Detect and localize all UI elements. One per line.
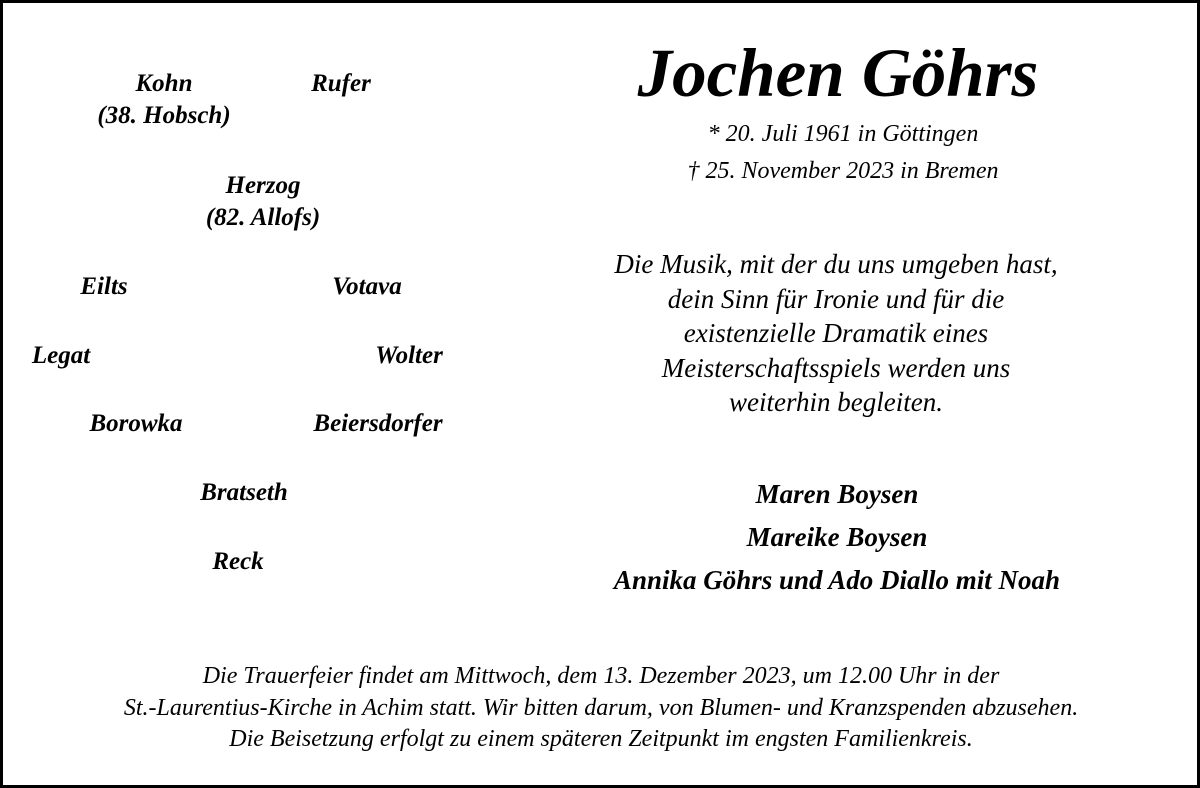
quote-line: Meisterschaftsspiels werden uns [661, 352, 1011, 383]
player-bratseth: Bratseth [200, 479, 288, 506]
deceased-name: Jochen Göhrs [637, 35, 1039, 111]
player-herzog-substitute: (82. Allofs) [205, 204, 321, 231]
mourner-name: Mareike Boysen [746, 522, 928, 552]
quote-line: Die Musik, mit der du uns umgeben hast, [614, 249, 1058, 279]
notice-line: Die Trauerfeier findet am Mittwoch, dem 13. Dezember 2023, um 12.00 Uhr in der [202, 663, 1000, 689]
mourner-name: Annika Göhrs und Ado Diallo mit Noah [613, 565, 1061, 595]
player-herzog-label: Herzog [225, 172, 301, 199]
player-legat: Legat [31, 342, 91, 369]
quote-line: weiterhin begleiten. [729, 387, 943, 417]
player-eilts: Eilts [80, 273, 128, 300]
player-kohn [97, 68, 230, 132]
player-reck: Reck [212, 548, 264, 575]
player-votava: Votava [332, 273, 402, 300]
player-beiersdorfer: Beiersdorfer [313, 410, 443, 437]
player-herzog [206, 170, 320, 234]
death-date: † 25. November 2023 in Bremen [687, 158, 999, 184]
player-wolter: Wolter [375, 342, 443, 369]
player-borowka: Borowka [89, 410, 183, 437]
memorial-quote [556, 247, 1116, 420]
notice-line: Die Beisetzung erfolgt zu einem späteren Zeitpunkt im engsten Familienkreis. [229, 726, 973, 752]
player-kohn-substitute: (38. Hobsch) [97, 102, 231, 129]
quote-line: existenzielle Dramatik eines [683, 318, 989, 348]
player-rufer: Rufer [311, 70, 371, 97]
mourner-name: Maren Boysen [755, 479, 919, 509]
birth-date: * 20. Juli 1961 in Göttingen [707, 121, 979, 147]
quote-line: dein Sinn für Ironie und für die [667, 283, 1005, 314]
notice-line: St.-Laurentius-Kirche in Achim statt. Wir bitten darum, von Blumen- und Kranzspenden abzusehen. [123, 694, 1079, 721]
player-kohn-label: Kohn [135, 70, 193, 97]
funeral-notice [26, 661, 1176, 756]
